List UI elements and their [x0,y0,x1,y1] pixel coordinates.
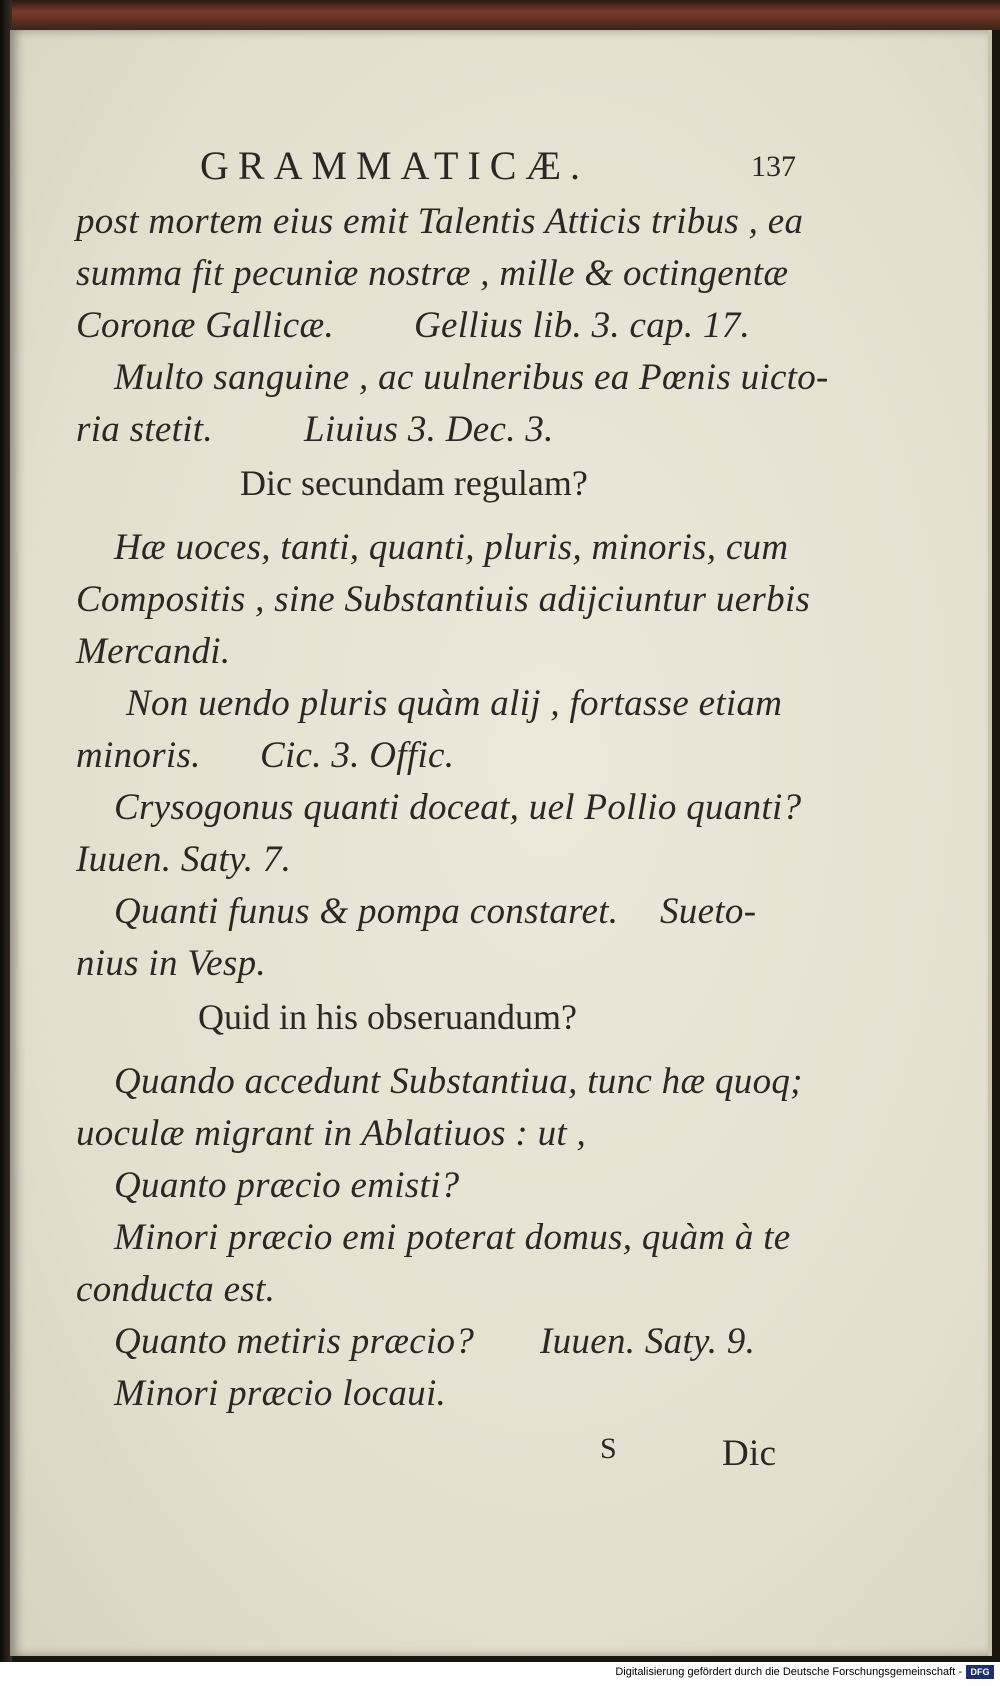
text-line: post mortem eius emit Talentis Atticis tribus , ea [76,201,804,242]
text-line: conducta est. [76,1269,276,1310]
citation: Liuius 3. Dec. 3. [304,409,554,450]
digitization-credit: Digitalisierung gefördert durch die Deutsche Forschungsgemeinschaft - [615,1666,962,1678]
text-line: Minori præcio emi poterat domus, quàm à te [114,1217,791,1258]
text-line: Compositis , sine Substantiuis adijciuntur uerbis [76,579,811,620]
signature-mark: S [600,1432,617,1465]
page-number: 137 [751,150,796,183]
text-line: Crysogonus quanti doceat, uel Pollio quanti? [114,787,802,828]
text-line: Non uendo pluris quàm alij , fortasse etiam [126,683,783,724]
citation: Iuuen. Saty. 9. [540,1321,756,1362]
text-line: Multo sanguine , ac uulneribus ea Pœnis uicto- [114,357,829,398]
text-line: minoris. [76,735,201,776]
citation: Gellius lib. 3. cap. 17. [414,305,751,346]
dfg-logo-icon: DFG [966,1665,994,1679]
text-line: Quanto præcio emisti? [114,1165,460,1206]
question-heading: Dic secundam regulam? [240,463,588,503]
text-line: Quanti funus & pompa constaret. [114,891,619,932]
text-line: Quando accedunt Substantiua, tunc hæ quoq; [114,1061,803,1102]
text-line: Hæ uoces, tanti, quanti, pluris, minoris, cum [114,527,789,568]
running-head: GRAMMATICÆ. [200,143,590,188]
citation: Sueto- [660,891,757,932]
text-line: Mercandi. [76,631,231,672]
text-line: Quanto metiris præcio? [114,1321,475,1362]
text-line: ria stetit. [76,409,213,450]
catchword: Dic [722,1433,777,1474]
citation: Iuuen. Saty. 7. [76,839,292,880]
text-line: Coronæ Gallicæ. [76,305,335,346]
book-top-edge [0,0,1000,30]
book-page [10,30,992,1656]
text-line: uoculæ migrant in Ablatiuos : ut , [76,1113,587,1154]
question-heading: Quid in his obseruandum? [198,997,577,1037]
citation: nius in Vesp. [76,943,266,984]
citation: Cic. 3. Offic. [260,735,455,776]
text-line: Minori præcio locaui. [114,1373,447,1414]
text-line: summa fit pecuniæ nostræ , mille & octingentæ [76,253,789,294]
